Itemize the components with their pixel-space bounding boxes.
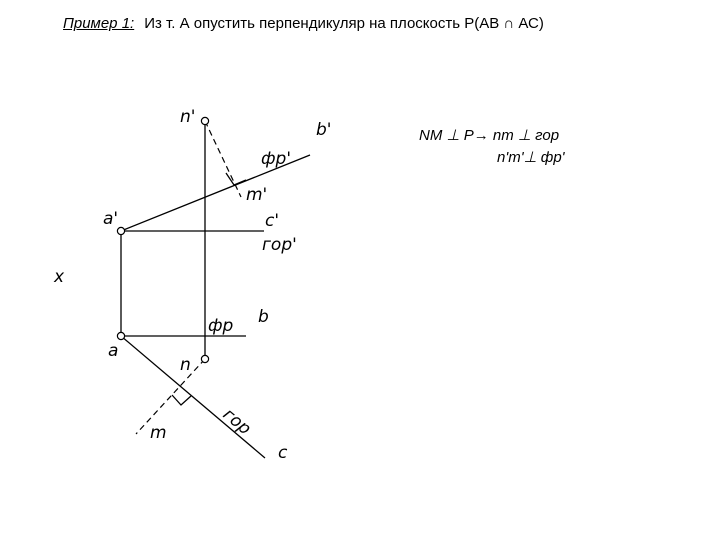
right-angle-mark-frontal xyxy=(226,173,246,185)
label-b-prime: b' xyxy=(316,120,332,140)
label-c: c xyxy=(278,443,288,463)
task-text: Из т. А опустить перпендикуляр на плоскость Р(АВ ∩ АС) xyxy=(144,15,544,32)
perpendicular-horizontal xyxy=(136,359,205,434)
point-n xyxy=(201,355,208,362)
line-ac-horizontal xyxy=(121,336,265,458)
point-n-prime xyxy=(201,117,208,124)
relation-line-2: n'm'⊥ фр' xyxy=(497,149,565,166)
perpendicular-frontal xyxy=(205,121,241,197)
label-fr: фр xyxy=(208,316,234,336)
label-m: m xyxy=(150,423,167,443)
label-a: a xyxy=(108,341,119,361)
point-a-prime xyxy=(117,227,124,234)
label-n-prime: n' xyxy=(180,107,196,127)
label-n: n xyxy=(180,355,191,375)
example-label: Пример 1: xyxy=(63,15,135,32)
relation-line-1: NM ⊥ P→ nm ⊥ гор xyxy=(419,127,560,144)
label-gor-prime: гор' xyxy=(262,235,297,255)
label-a-prime: a' xyxy=(103,209,119,229)
label-gor: гор xyxy=(218,404,255,440)
label-c-prime: c' xyxy=(265,211,280,231)
label-b: b xyxy=(258,307,269,327)
right-angle-mark-horizontal xyxy=(172,395,191,405)
label-fr-prime: фр' xyxy=(261,149,291,169)
point-a xyxy=(117,332,124,339)
label-x-axis: x xyxy=(54,267,65,287)
label-m-prime: m' xyxy=(246,185,268,205)
